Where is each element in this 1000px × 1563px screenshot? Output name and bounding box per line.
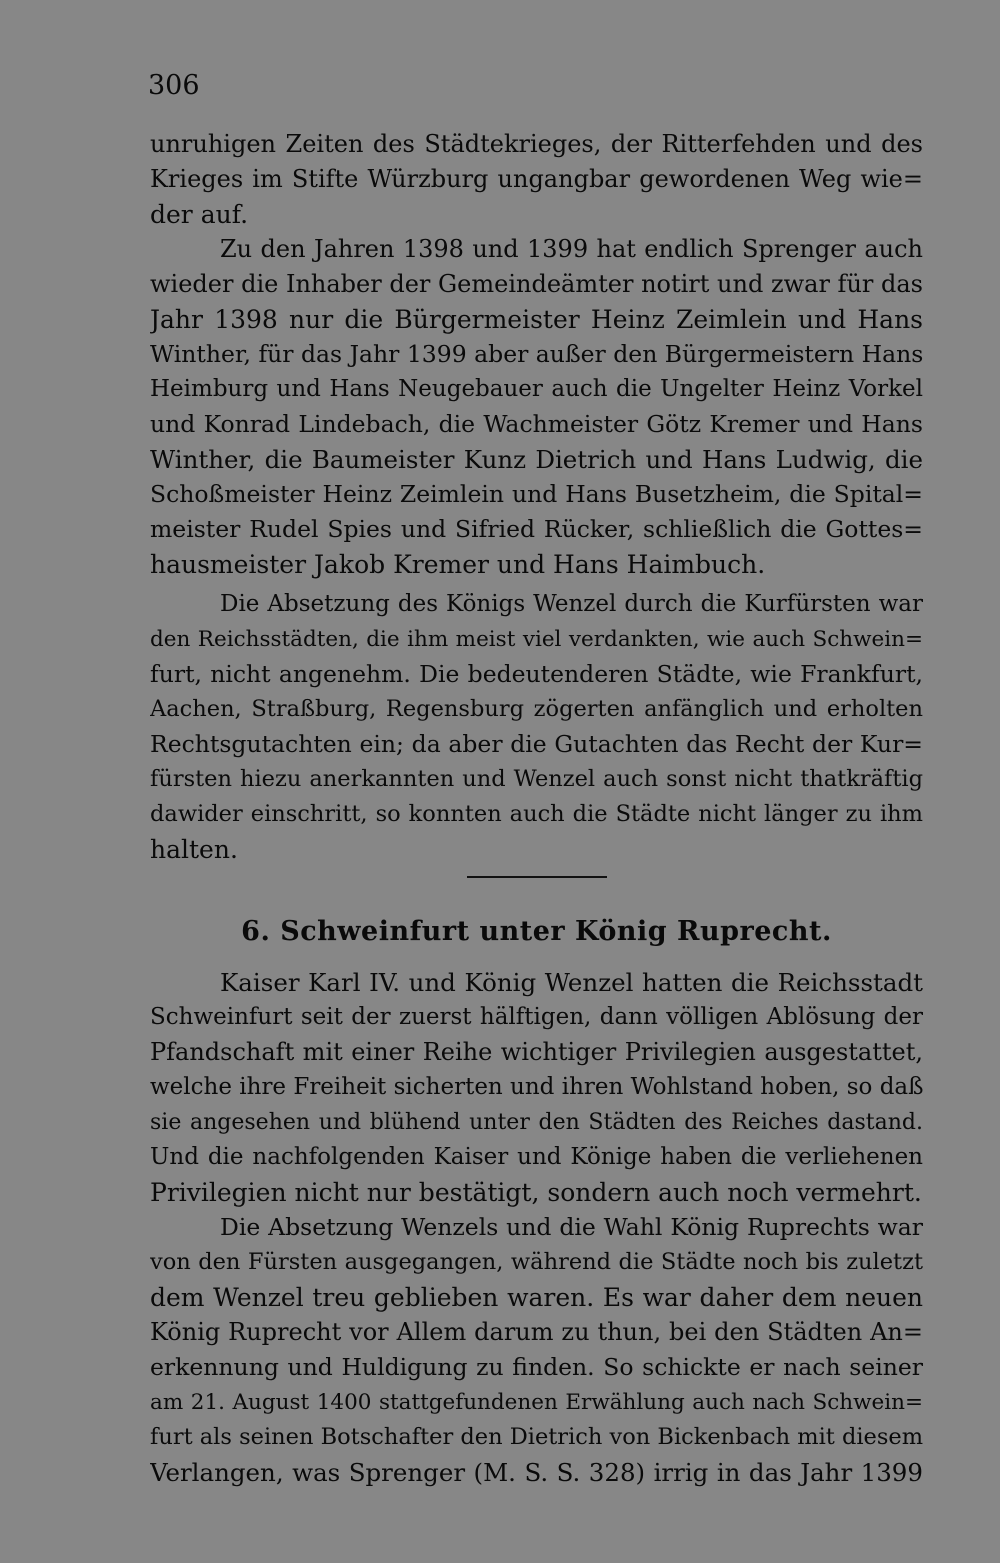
text-line: dem Wenzel treu geblieben waren. Es war daher dem neuen	[150, 1283, 923, 1312]
text-line: furt als seinen Botschafter den Dietrich von Bickenbach mit diesem	[150, 1424, 923, 1450]
text-line: Jahr 1398 nur die Bürgermeister Heinz Zeimlein und Hans	[150, 305, 923, 334]
text-line: Winther, für das Jahr 1399 aber außer den Bürgermeistern Hans	[150, 340, 923, 368]
text-line: König Ruprecht vor Allem darum zu thun, bei den Städten An=	[150, 1318, 923, 1346]
text-line: unruhigen Zeiten des Städtekrieges, der Ritterfehden und des	[150, 130, 923, 158]
text-line: Rechtsgutachten ein; da aber die Gutachten das Recht der Kur=	[150, 730, 923, 758]
text-line: dawider einschritt, so konnten auch die Städte nicht länger zu ihm	[150, 801, 923, 827]
text-line: furt, nicht angenehm. Die bedeutenderen Städte, wie Frankfurt,	[150, 660, 923, 688]
text-line: Und die nachfolgenden Kaiser und Könige haben die verliehenen	[150, 1144, 923, 1170]
text-line: am 21. August 1400 stattgefundenen Erwählung auch nach Schwein=	[150, 1390, 923, 1415]
text-line: meister Rudel Spies und Sifried Rücker, schließlich die Gottes=	[150, 515, 923, 543]
text-line: Verlangen, was Sprenger (M. S. S. 328) irrig in das Jahr 1399	[150, 1458, 923, 1487]
text-line: der auf.	[150, 200, 249, 229]
paragraph-first-line: Die Absetzung Wenzels und die Wahl König Ruprechts war	[220, 1213, 923, 1241]
text-line: Privilegien nicht nur bestätigt, sondern auch noch vermehrt.	[150, 1178, 922, 1207]
paragraph-first-line: Die Absetzung des Königs Wenzel durch die Kurfürsten war	[220, 591, 923, 617]
text-line: erkennung und Huldigung zu finden. So schickte er nach seiner	[150, 1353, 923, 1381]
text-line: Winther, die Baumeister Kunz Dietrich und Hans Ludwig, die	[150, 445, 923, 474]
text-line: Aachen, Straßburg, Regensburg zögerten anfänglich und erholten	[150, 696, 923, 722]
text-line: Krieges im Stifte Würzburg ungangbar gewordenen Weg wie=	[150, 165, 923, 193]
section-divider	[467, 876, 607, 878]
paragraph-first-line: Zu den Jahren 1398 und 1399 hat endlich Sprenger auch	[220, 235, 923, 263]
text-line: fürsten hiezu anerkannten und Wenzel auch sonst nicht thatkräftig	[150, 766, 923, 792]
text-line: Heimburg und Hans Neugebauer auch die Ungelter Heinz Vorkel	[150, 376, 923, 402]
text-line: und Konrad Lindebach, die Wachmeister Götz Kremer und Hans	[150, 410, 923, 438]
text-line: den Reichsstädten, die ihm meist viel verdankten, wie auch Schwein=	[150, 627, 923, 652]
text-line: Pfandschaft mit einer Reihe wichtiger Privilegien ausgestattet,	[150, 1038, 923, 1066]
text-line: von den Fürsten ausgegangen, während die Städte noch bis zuletzt	[150, 1249, 923, 1275]
text-line: Schweinfurt seit der zuerst hälftigen, dann völligen Ablösung der	[150, 1004, 923, 1030]
text-line: hausmeister Jakob Kremer und Hans Haimbuch.	[150, 550, 766, 579]
paragraph-first-line: Kaiser Karl IV. und König Wenzel hatten die Reichsstadt	[220, 968, 923, 997]
text-line: wieder die Inhaber der Gemeindeämter notirt und zwar für das	[150, 270, 923, 298]
section-heading: 6. Schweinfurt unter König Ruprecht.	[241, 916, 832, 947]
text-line: sie angesehen und blühend unter den Städten des Reiches dastand.	[150, 1110, 923, 1135]
page-number: 306	[148, 70, 200, 101]
text-line: halten.	[150, 835, 238, 864]
text-line: Schoßmeister Heinz Zeimlein und Hans Busetzheim, die Spital=	[150, 480, 923, 508]
text-line: welche ihre Freiheit sicherten und ihren Wohlstand hoben, so daß	[150, 1074, 923, 1100]
